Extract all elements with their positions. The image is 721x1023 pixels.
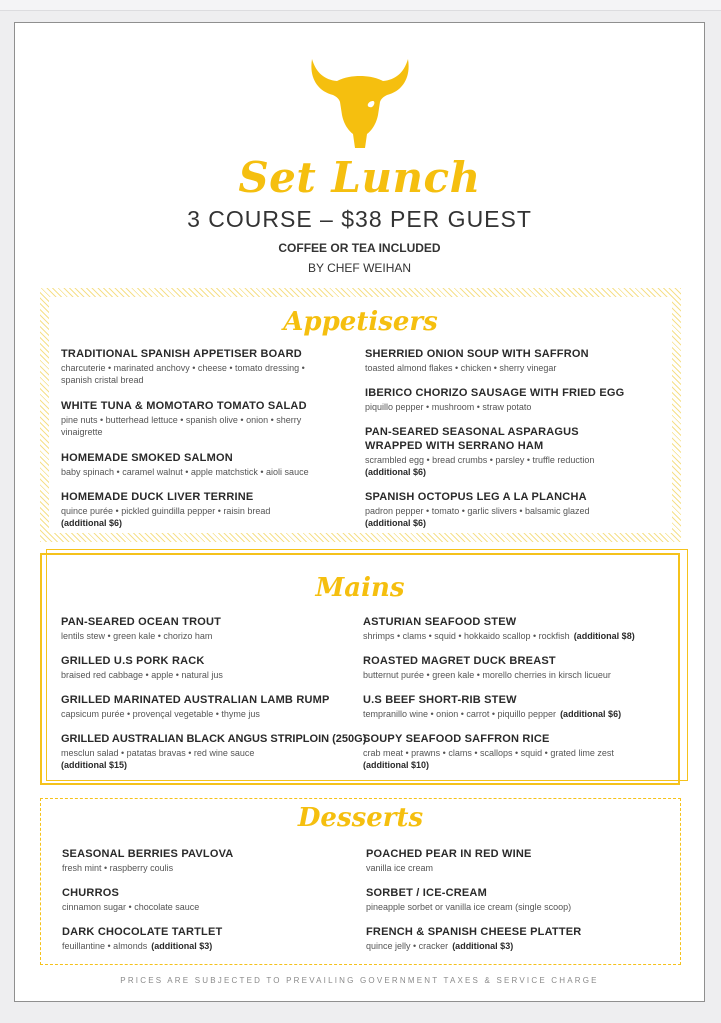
item-desc: [363, 708, 663, 720]
item-name: CHURROS: [62, 887, 120, 899]
item-name: PAN-SEARED SEASONAL ASPARAGUS WRAPPED WITH SERRANO HAM: [365, 426, 579, 452]
item-desc: crab meat • prawns • clams • scallops • squid • grated lime zest: [363, 748, 614, 758]
menu-item: [61, 732, 367, 771]
menu-page: [14, 22, 705, 1002]
item-name: U.S BEEF SHORT-RIB STEW: [363, 694, 517, 706]
item-desc: butternut purée • green kale • morello cherries in kirsch licueur: [363, 670, 611, 680]
appetisers-section: [40, 288, 681, 542]
item-name: SPANISH OCTOPUS LEG A LA PLANCHA: [365, 491, 587, 503]
item-name: GRILLED U.S PORK RACK: [61, 655, 205, 667]
item-name: ROASTED MAGRET DUCK BREAST: [363, 655, 556, 667]
item-desc: vanilla ice cream: [366, 863, 434, 873]
item-name: HOMEMADE SMOKED SALMON: [61, 452, 233, 464]
item-name: FRENCH & SPANISH CHEESE PLATTER: [366, 926, 582, 938]
menu-item: [365, 347, 665, 374]
menu-item: [62, 886, 362, 913]
menu-item: [61, 615, 361, 642]
menu-item: [363, 615, 663, 642]
menu-item: [365, 386, 665, 413]
included-note: COFFEE OR TEA INCLUDED: [278, 241, 441, 255]
item-desc: [366, 940, 666, 952]
item-name: GRILLED MARINATED AUSTRALIAN LAMB RUMP: [61, 694, 330, 706]
chef-credit: BY CHEF WEIHAN: [307, 261, 412, 275]
item-name: DARK CHOCOLATE TARTLET: [62, 926, 223, 938]
item-desc: toasted almond flakes • chicken • sherry vinegar: [365, 363, 557, 373]
item-surcharge: (additional $8): [573, 631, 635, 641]
item-desc: pineapple sorbet or vanilla ice cream (single scoop): [366, 902, 572, 912]
item-name: IBERICO CHORIZO SAUSAGE WITH FRIED EGG: [365, 387, 625, 399]
item-desc: baby spinach • caramel walnut • apple matchstick • aioli sauce: [61, 467, 309, 477]
mains-title: Mains: [315, 573, 405, 603]
menu-item: [363, 693, 663, 720]
tax-footer-note: PRICES ARE SUBJECTED TO PREVAILING GOVERNMENT TAXES & SERVICE CHARGE: [120, 976, 599, 985]
menu-item: [366, 847, 666, 874]
item-surcharge: (additional $3): [452, 941, 514, 951]
menu-item: [365, 490, 665, 529]
menu-item: [61, 347, 361, 386]
menu-item: [366, 925, 666, 952]
item-name: ASTURIAN SEAFOOD STEW: [363, 616, 517, 628]
item-desc: [62, 940, 362, 952]
item-name: GRILLED AUSTRALIAN BLACK ANGUS STRIPLOIN (250G): [61, 733, 367, 745]
item-name: SOUPY SEAFOOD SAFFRON RICE: [363, 733, 550, 745]
menu-item: [62, 847, 362, 874]
item-desc: braised red cabbage • apple • natural jus: [61, 670, 223, 680]
item-desc: piquillo pepper • mushroom • straw potato: [365, 402, 532, 412]
desserts-title: Desserts: [297, 803, 424, 833]
price-subtitle: 3 COURSE – $38 PER GUEST: [187, 206, 532, 232]
item-surcharge: (additional $6): [61, 518, 123, 528]
item-name: SORBET / ICE-CREAM: [366, 887, 487, 899]
item-desc: pine nuts • butterhead lettuce • spanish olive • onion • sherry vinaigrette: [61, 415, 302, 437]
item-name: POACHED PEAR IN RED WINE: [366, 848, 532, 860]
item-desc: padron pepper • tomato • garlic slivers • balsamic glazed: [365, 506, 590, 516]
item-surcharge: (additional $6): [365, 467, 427, 477]
menu-item: [61, 490, 361, 529]
item-desc: scrambled egg • bread crumbs • parsley • truffle reduction: [365, 455, 595, 465]
menu-item: [365, 425, 665, 478]
menu-item: [363, 732, 663, 771]
menu-item: [61, 399, 361, 438]
desserts-section: [40, 798, 681, 965]
menu-item: [61, 693, 361, 720]
item-desc: charcuterie • marinated anchovy • cheese • tomato dressing • spanish cristal bread: [61, 363, 305, 385]
item-surcharge: (additional $6): [560, 709, 622, 719]
viewer-toolbar: [0, 0, 721, 11]
item-name: TRADITIONAL SPANISH APPETISER BOARD: [61, 348, 302, 360]
item-desc: capsicum purée • provençal vegetable • thyme jus: [61, 709, 260, 719]
menu-item: [363, 654, 663, 681]
page-title: Set Lunch: [238, 153, 481, 202]
item-desc: [363, 630, 663, 642]
item-desc-text: quince jelly • cracker: [366, 941, 449, 951]
item-desc: fresh mint • raspberry coulis: [62, 863, 174, 873]
bull-skull-icon: [309, 55, 411, 151]
item-name: HOMEMADE DUCK LIVER TERRINE: [61, 491, 254, 503]
item-name: SHERRIED ONION SOUP WITH SAFFRON: [365, 348, 589, 360]
item-desc-text: tempranillo wine • onion • carrot • piquillo pepper: [363, 709, 557, 719]
item-surcharge: (additional $6): [365, 518, 427, 528]
item-desc-text: feuillantine • almonds: [62, 941, 148, 951]
menu-item: [62, 925, 362, 952]
item-name: PAN-SEARED OCEAN TROUT: [61, 616, 222, 628]
mains-section: [40, 553, 680, 785]
item-surcharge: (additional $10): [363, 760, 430, 770]
appetisers-title: Appetisers: [283, 307, 438, 337]
menu-item: [366, 886, 666, 913]
item-surcharge: (additional $3): [151, 941, 213, 951]
menu-item: [61, 451, 361, 478]
item-desc: mesclun salad • patatas bravas • red wine sauce: [61, 748, 255, 758]
item-desc: lentils stew • green kale • chorizo ham: [61, 631, 213, 641]
menu-item: [61, 654, 361, 681]
item-name: WHITE TUNA & MOMOTARO TOMATO SALAD: [61, 400, 307, 412]
item-desc: quince purée • pickled guindilla pepper • raisin bread: [61, 506, 271, 516]
item-name: SEASONAL BERRIES PAVLOVA: [62, 848, 234, 860]
item-surcharge: (additional $15): [61, 760, 128, 770]
item-desc-text: shrimps • clams • squid • hokkaido scallop • rockfish: [363, 631, 570, 641]
item-desc: cinnamon sugar • chocolate sauce: [62, 902, 200, 912]
